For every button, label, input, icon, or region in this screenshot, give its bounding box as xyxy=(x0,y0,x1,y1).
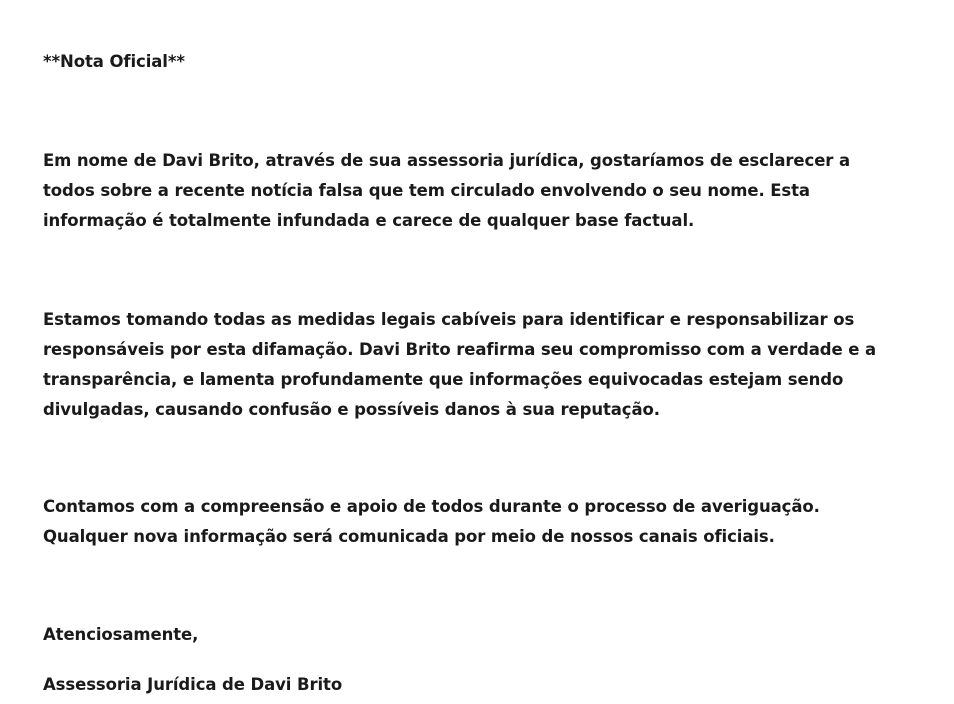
paragraph-clarification: Em nome de Davi Brito, através de sua assessoria jurídica, gostaríamos de esclarecer a todos sobre a recente notícia falsa que tem circulado envolvendo o seu nome. Esta informação é totalmente infundada e carece de qualquer base factual. xyxy=(43,151,851,230)
paragraph-support-request: Contamos com a compreensão e apoio de todos durante o processo de averiguação. Qualquer nova informação será comunicada por meio de nossos canais oficiais. xyxy=(43,497,820,546)
paragraph-legal-measures: Estamos tomando todas as medidas legais cabíveis para identificar e responsabilizar os responsáveis por esta difamação. Davi Brito reafirma seu compromisso com a verdade e a transparência, e lamenta profundamente que informações equivocadas estejam sendo divulgadas, causando confusão e possíveis danos à sua reputação. xyxy=(43,310,877,419)
closing-salutation: Atenciosamente, xyxy=(43,625,199,644)
signature: Assessoria Jurídica de Davi Brito xyxy=(43,675,343,694)
note-title: **Nota Oficial** xyxy=(43,52,185,71)
